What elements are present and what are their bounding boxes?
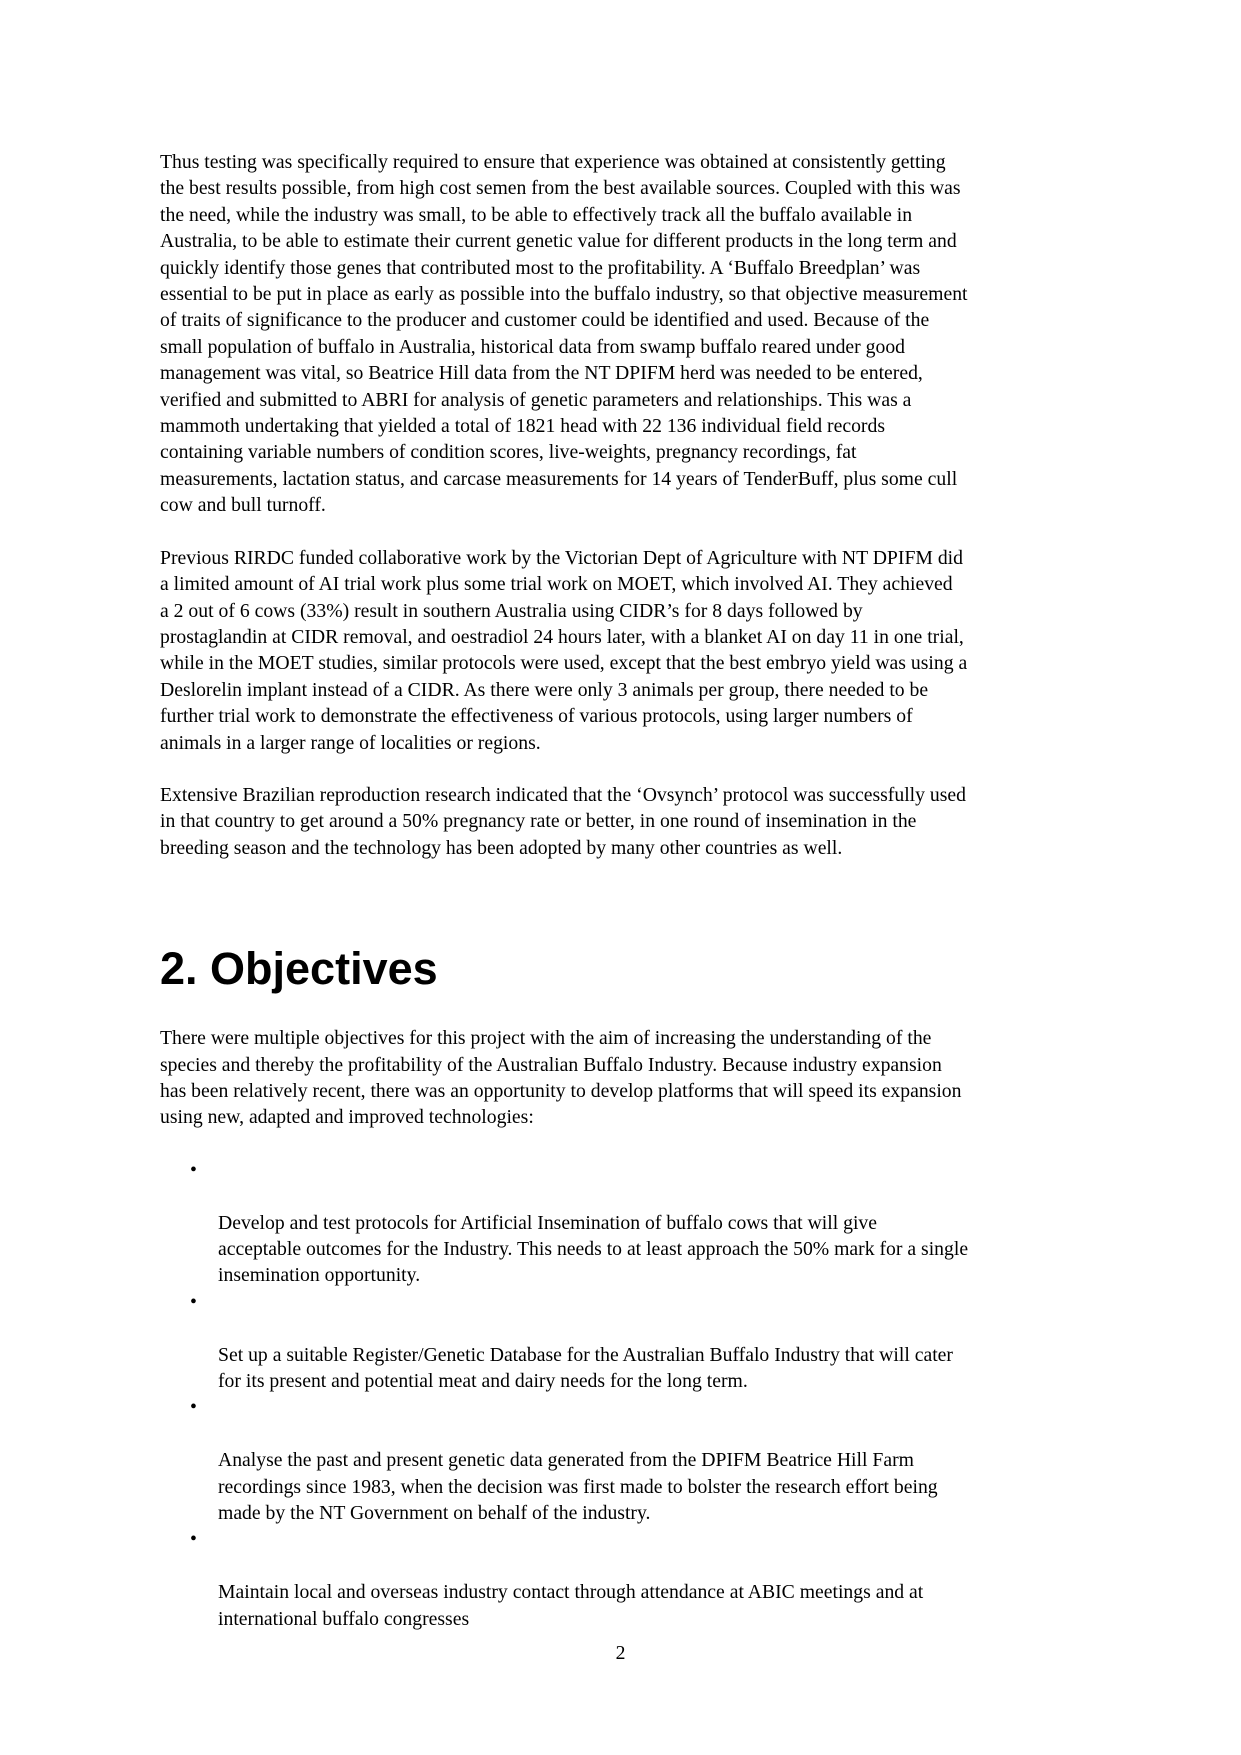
list-item-text: Analyse the past and present genetic data generated from the DPIFM Beatrice Hill Farm recordings since 1983, when the decision was first made to bolster the research effort being made by the NT Government on behalf of the industry. (218, 1449, 938, 1525)
list-item (160, 1394, 1110, 1526)
objectives-list (160, 1157, 1110, 1632)
body-paragraph-1: Thus testing was specifically required to ensure that experience was obtained at consistently getting the best results possible, from high cost semen from the best available sources. Coupled with this was the need, while the industry was small, to be able to effectively track all the buffalo available in Australia, to be able to estimate their current genetic value for different products in the long term and quickly identify those genes that contributed most to the profitability. A ‘Buffalo Breedplan’ was essential to be put in place as early as possible into the buffalo industry, so that objective measurement of traits of significance to the producer and customer could be identified and used. Because of the small population of buffalo in Australia, historical data from swamp buffalo reared under good management was vital, so Beatrice Hill data from the NT DPIFM herd was needed to be entered, verified and submitted to ABRI for analysis of genetic parameters and relationships. This was a mammoth undertaking that yielded a total of 1821 head with 22 136 individual field records containing variable numbers of condition scores, live-weights, pregnancy recordings, fat measurements, lactation status, and carcase measurements for 14 years of TenderBuff, plus some cull cow and bull turnoff. (160, 151, 968, 517)
page-number: 2 (615, 1642, 626, 1664)
list-item (160, 1289, 1110, 1395)
section-intro-paragraph: There were multiple objectives for this project with the aim of increasing the understanding of the species and thereby the profitability of the Australian Buffalo Industry. Because industry expansion has been relatively recent, there was an opportunity to develop platforms that will speed its expansion using new, adapted and improved technologies: (160, 1027, 962, 1129)
bullet-icon: • (190, 1290, 197, 1313)
bullet-icon: • (190, 1158, 197, 1181)
body-paragraph-2: Previous RIRDC funded collaborative work by the Victorian Dept of Agriculture with NT DPIFM did a limited amount of AI trial work plus some trial work on MOET, which involved AI. They achieved a 2 out of 6 cows (33%) result in southern Australia using CIDR’s for 8 days followed by prostaglandin at CIDR removal, and oestradiol 24 hours later, with a blanket AI on day 11 in one trial, while in the MOET studies, similar protocols were used, except that the best embryo yield was using a Deslorelin implant instead of a CIDR. As there were only 3 animals per group, there needed to be further trial work to demonstrate the effectiveness of various protocols, using larger numbers of animals in a larger range of localities or regions. (160, 546, 968, 754)
list-item (160, 1526, 1110, 1632)
bullet-icon: • (190, 1528, 197, 1551)
list-item (160, 1157, 1110, 1289)
body-paragraph-3: Extensive Brazilian reproduction research indicated that the ‘Ovsynch’ protocol was successfully used in that country to get around a 50% pregnancy rate or better, in one round of insemination in the breeding season and the technology has been adopted by many other countries as well. (160, 783, 967, 859)
bullet-icon: • (190, 1396, 197, 1419)
section-heading: 2. Objectives (160, 943, 438, 995)
list-item-text: Develop and test protocols for Artificial Insemination of buffalo cows that will give acceptable outcomes for the Industry. This needs to at least approach the 50% mark for a single insemination opportunity. (218, 1211, 969, 1287)
page-content (160, 149, 1110, 1632)
list-item-text: Maintain local and overseas industry contact through attendance at ABIC meetings and at international buffalo congresses (218, 1581, 924, 1630)
list-item-text: Set up a suitable Register/Genetic Database for the Australian Buffalo Industry that will cater for its present and potential meat and dairy needs for the long term. (218, 1343, 953, 1393)
